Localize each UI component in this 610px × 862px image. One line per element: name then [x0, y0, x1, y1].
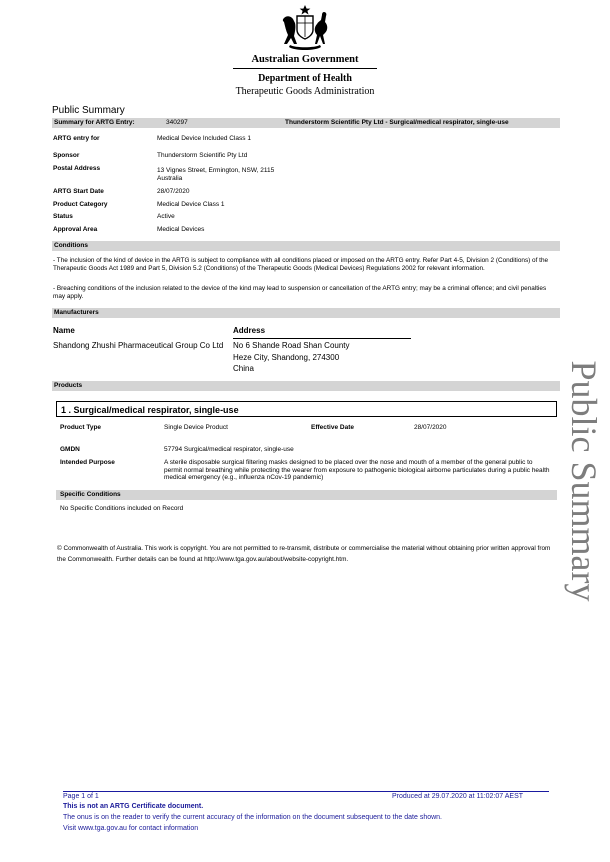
name-column-header: Name — [53, 326, 75, 335]
public-summary-watermark — [566, 342, 602, 620]
detail-label: ARTG entry for — [53, 135, 100, 142]
product-title: 1 . Surgical/medical respirator, single-use — [61, 405, 239, 415]
address-column-header: Address — [233, 326, 266, 335]
copyright-notice: © Commonwealth of Australia. This work is copyright. You are not permitted to re-transmit, distribute or commercialise the material without obtaining prior written approval from the Commonwealth. Further details can be found at http://www.tga.gov.au/about/website-copyright.htm. — [57, 545, 551, 563]
detail-label: Product Category — [53, 201, 108, 208]
gmdn-value: 57794 Surgical/medical respirator, single-use — [164, 446, 294, 453]
watermark-text: Public Summary — [564, 360, 604, 602]
detail-value: 13 Vignes Street, Ermington, NSW, 2115 — [157, 167, 275, 174]
manufacturer-address-line: Heze City, Shandong, 274300 — [233, 353, 340, 362]
department-name: Department of Health — [258, 73, 352, 84]
detail-value: Medical Devices — [157, 226, 205, 233]
detail-value: Medical Device Included Class 1 — [157, 135, 251, 142]
onus-notice: The onus is on the reader to verify the current accuracy of the information on the document subsequent to the date shown. — [63, 814, 443, 821]
effective-date-label: Effective Date — [311, 424, 354, 431]
page-number: Page 1 of 1 — [63, 793, 99, 800]
header-divider — [233, 68, 377, 69]
entry-number: 340297 — [166, 119, 188, 126]
condition-item: - The inclusion of the kind of device in the ARTG is subject to compliance with all conditions placed or imposed on the ARTG entry. Refer Part 4-5, Division 2 (Conditions) of the Therapeutic Goods Act 1989 and Part 5, Division 5.2 (Conditions) of the Therapeutic Goods (Medical Devices) Regulations 2002 for relevant information. — [53, 257, 549, 272]
specific-conditions-heading: Specific Conditions — [56, 490, 557, 500]
detail-label: Approval Area — [53, 226, 98, 233]
address-underline — [233, 338, 411, 339]
detail-label: ARTG Start Date — [53, 188, 104, 195]
specific-conditions-text: No Specific Conditions included on Record — [60, 505, 184, 512]
product-title-box — [56, 401, 557, 417]
condition-item: - Breaching conditions of the inclusion related to the device of the kind may lead to suspension or cancellation of the ARTG entry; may be a criminal offence; and civil penalties may apply. — [53, 285, 547, 300]
effective-date-value: 28/07/2020 — [414, 424, 447, 431]
manufacturer-address-line: China — [233, 364, 254, 373]
manufacturer-name: Shandong Zhushi Pharmaceutical Group Co Ltd — [53, 341, 224, 350]
detail-value: Medical Device Class 1 — [157, 201, 225, 208]
detail-value: 28/07/2020 — [157, 188, 190, 195]
product-type-label: Product Type — [60, 424, 102, 431]
conditions-heading: Conditions — [52, 241, 560, 251]
produced-timestamp: Produced at 29.07.2020 at 11:02:07 AEST — [392, 793, 524, 800]
intended-purpose-label: Intended Purpose — [60, 459, 115, 466]
detail-value: Australia — [157, 175, 183, 182]
gmdn-label: GMDN — [60, 446, 80, 453]
agency-name: Therapeutic Goods Administration — [235, 86, 375, 97]
coat-of-arms-logo — [276, 4, 334, 52]
manufacturers-heading: Manufacturers — [52, 308, 560, 318]
detail-value: Thunderstorm Scientific Pty Ltd — [157, 152, 248, 159]
summary-bar — [52, 118, 560, 128]
government-name: Australian Government — [251, 54, 359, 65]
manufacturer-address-line: No 6 Shande Road Shan County — [233, 341, 350, 350]
detail-label: Status — [53, 213, 73, 220]
entry-title: Thunderstorm Scientific Pty Ltd - Surgical/medical respirator, single-use — [285, 119, 509, 126]
contact-notice: Visit www.tga.gov.au for contact information — [63, 825, 199, 832]
summary-label: Summary for ARTG Entry: — [54, 119, 135, 126]
document-title: Public Summary — [52, 105, 125, 116]
detail-label: Sponsor — [53, 152, 80, 159]
detail-value: Active — [157, 213, 175, 220]
product-type-value: Single Device Product — [164, 424, 228, 431]
detail-label: Postal Address — [53, 165, 101, 172]
intended-purpose-value: A sterile disposable surgical filtering masks designed to be placed over the nose and mouth of a member of the general public to permit normal breathing while protecting the wearer from exposure to pathogenic biological airborne particulates during a public health medical emergency (e.g., influenza nCov-19 pandemic) — [164, 459, 550, 482]
not-certificate-notice: This is not an ARTG Certificate document. — [63, 803, 204, 810]
products-heading: Products — [52, 381, 560, 391]
